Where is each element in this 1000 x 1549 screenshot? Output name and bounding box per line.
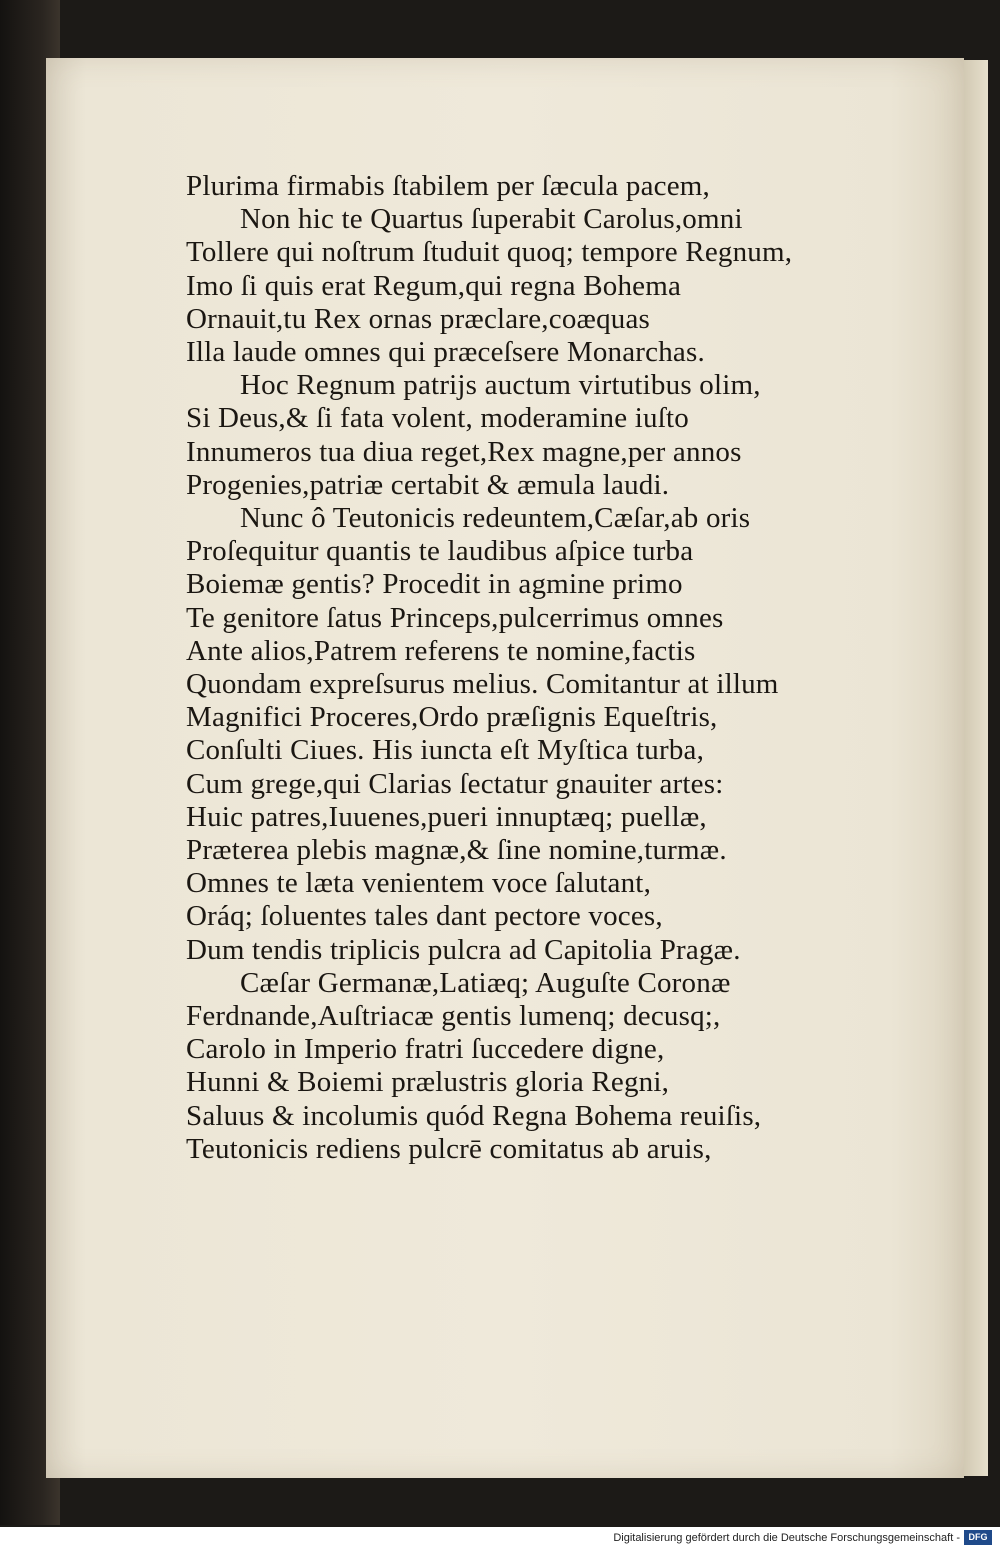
- verse-line: Oráq; ſoluentes tales dant pectore voces,: [186, 900, 663, 933]
- verse-line: Imo ſi quis erat Regum,qui regna Bohema: [186, 269, 682, 302]
- book-page: [46, 58, 964, 1478]
- verse-line: Progenies,patriæ certabit & æmula laudi.: [186, 468, 670, 501]
- verse-line: Dum tendis triplicis pulcra ad Capitolia Pragæ.: [186, 933, 741, 966]
- verse-line: Ornauit,tu Rex ornas præclare,coæquas: [186, 302, 651, 335]
- verse-line: Omnes te læta venientem voce ſalutant,: [186, 867, 652, 900]
- verse-line: Ferdnande,Auſtriacæ gentis lumenq; decusq;,: [186, 1000, 721, 1033]
- verse-line: Saluus & incolumis quód Regna Bohema reuiſis,: [186, 1099, 762, 1132]
- verse-line: Ante alios,Patrem referens te nomine,factis: [186, 634, 696, 667]
- verse-text-block: [186, 170, 926, 1166]
- verse-line: Conſulti Ciues. His iuncta eſt Myſtica turba,: [186, 734, 705, 767]
- verse-line: Si Deus,& ſi fata volent, moderamine iuſto: [186, 402, 689, 435]
- verse-line: Cum grege,qui Clarias ſectatur gnauiter artes:: [186, 767, 724, 800]
- verse-line: Innumeros tua diua reget,Rex magne,per annos: [186, 435, 742, 468]
- verse-line: Magnifici Proceres,Ordo præſignis Equeſtris,: [186, 701, 718, 734]
- verse-line: Hunni & Boiemi prælustris gloria Regni,: [186, 1066, 670, 1099]
- verse-line: Quondam expreſsurus melius. Comitantur at illum: [186, 668, 779, 701]
- dfg-logo-icon: DFG: [964, 1530, 992, 1545]
- verse-line: Huic patres,Iuuenes,pueri innuptæq; puellæ,: [186, 800, 707, 833]
- verse-line: Plurima firmabis ſtabilem per ſæcula pacem,: [186, 170, 711, 202]
- verse-line: Non hic te Quartus ſuperabit Carolus,omni: [240, 203, 743, 236]
- verse-line: Te genitore ſatus Princeps,pulcerrimus omnes: [186, 601, 724, 634]
- verse-line: Hoc Regnum patrijs auctum virtutibus olim,: [240, 369, 761, 402]
- funding-notice: Digitalisierung gefördert durch die Deutsche Forschungsgemeinschaft -: [613, 1532, 960, 1544]
- verse-line: Illa laude omnes qui præceſsere Monarchas.: [186, 336, 705, 369]
- verse-line: Nunc ô Teutonicis redeuntem,Cæſar,ab oris: [240, 502, 751, 535]
- verse-line: Cæſar Germanæ,Latiæq; Auguſte Coronæ: [240, 966, 731, 999]
- digitization-footer: [0, 1527, 1000, 1549]
- verse-line: Boiemæ gentis? Procedit in agmine primo: [186, 568, 683, 601]
- verse-line: Proſequitur quantis te laudibus aſpice turba: [186, 535, 694, 568]
- verse-line: Carolo in Imperio fratri ſuccedere digne,: [186, 1033, 665, 1066]
- verse-line: Præterea plebis magnæ,& ſine nomine,turmæ.: [186, 834, 727, 867]
- verse-line: Tollere qui noſtrum ſtuduit quoq; tempore Regnum,: [186, 236, 793, 269]
- verse-line: Teutonicis rediens pulcrē comitatus ab aruis,: [186, 1132, 712, 1165]
